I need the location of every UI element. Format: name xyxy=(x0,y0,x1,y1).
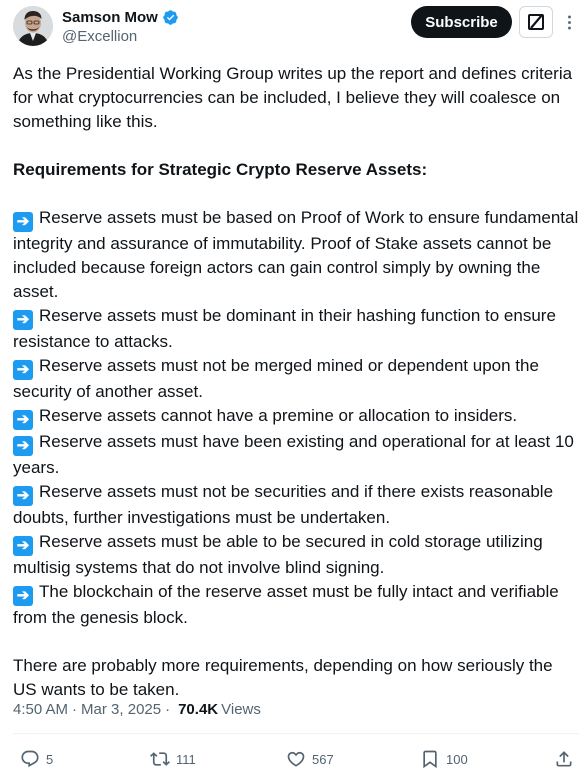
post-text xyxy=(13,62,579,702)
like-count: 567 xyxy=(312,751,334,767)
meta-separator: · xyxy=(72,701,78,718)
verified-badge-icon[interactable] xyxy=(162,9,179,26)
views-label: Views xyxy=(221,701,261,718)
share-button[interactable] xyxy=(554,749,574,769)
requirement-item: ➔ Reserve assets must not be securities and if there exists reasonable doubts, further investigations must be undertaken. xyxy=(13,482,554,527)
grok-button[interactable] xyxy=(519,6,553,38)
meta-separator: · xyxy=(165,701,171,718)
post-header xyxy=(0,0,579,56)
bookmark-count: 100 xyxy=(446,751,468,767)
post-heading: Requirements for Strategic Crypto Reserve Assets: xyxy=(13,160,428,179)
divider xyxy=(13,733,579,734)
share-icon xyxy=(554,749,574,769)
requirement-item: ➔ Reserve assets must be based on Proof of Work to ensure fundamental integrity and assurance of immutability. Proof of Stake assets cannot be included because foreign actors can gain control simply by owning the asset. xyxy=(13,208,579,301)
post-metadata xyxy=(13,701,261,718)
requirement-item: ➔ Reserve assets must be dominant in their hashing function to ensure resistance to attacks. xyxy=(13,306,556,351)
reply-count: 5 xyxy=(46,751,54,767)
repost-count: 111 xyxy=(176,751,196,767)
requirement-item: ➔ Reserve assets cannot have a premine or allocation to insiders. xyxy=(13,404,579,430)
requirement-item: ➔ The blockchain of the reserve asset must be fully intact and verifiable from the genesis block. xyxy=(13,582,559,627)
right-arrow-emoji-icon: ➔ xyxy=(13,410,33,430)
requirement-item: ➔ Reserve assets must not be merged mined or dependent upon the security of another asset. xyxy=(13,356,539,401)
right-arrow-emoji-icon: ➔ xyxy=(13,212,33,232)
reply-icon xyxy=(20,749,40,769)
grok-icon xyxy=(526,12,546,32)
author-display-name[interactable]: Samson Mow xyxy=(62,8,158,26)
right-arrow-emoji-icon: ➔ xyxy=(13,586,33,606)
right-arrow-emoji-icon: ➔ xyxy=(13,536,33,556)
views-count: 70.4K xyxy=(178,701,219,718)
bookmark-button[interactable] xyxy=(420,749,468,769)
post-time[interactable]: 4:50 AM xyxy=(13,701,69,718)
more-icon xyxy=(560,13,579,32)
avatar-image xyxy=(13,6,53,46)
repost-button[interactable] xyxy=(150,749,196,769)
like-button[interactable] xyxy=(286,749,334,769)
post-outro: There are probably more requirements, depending on how seriously the US wants to be taken. xyxy=(13,656,553,699)
repost-icon xyxy=(150,749,170,769)
right-arrow-emoji-icon: ➔ xyxy=(13,310,33,330)
avatar[interactable] xyxy=(13,6,53,46)
like-icon xyxy=(286,749,306,769)
author-handle[interactable]: @Excellion xyxy=(62,28,138,45)
post-date[interactable]: Mar 3, 2025 xyxy=(81,701,162,718)
reply-button[interactable] xyxy=(20,749,53,769)
requirement-item: ➔ Reserve assets must have been existing and operational for at least 10 years. xyxy=(13,432,574,477)
bookmark-icon xyxy=(420,749,440,769)
right-arrow-emoji-icon: ➔ xyxy=(13,360,33,380)
subscribe-button[interactable]: Subscribe xyxy=(411,6,512,38)
post-intro: As the Presidential Working Group writes up the report and defines criteria for what cryptocurrencies can be included, I believe they will coalesce on something like this. xyxy=(13,64,573,131)
right-arrow-emoji-icon: ➔ xyxy=(13,486,33,506)
more-options-button[interactable] xyxy=(560,12,579,32)
author-names xyxy=(62,7,179,45)
action-bar xyxy=(0,745,579,777)
requirement-item: ➔ Reserve assets must be able to be secured in cold storage utilizing multisig systems that do not involve blind signing. xyxy=(13,532,543,577)
right-arrow-emoji-icon: ➔ xyxy=(13,436,33,456)
